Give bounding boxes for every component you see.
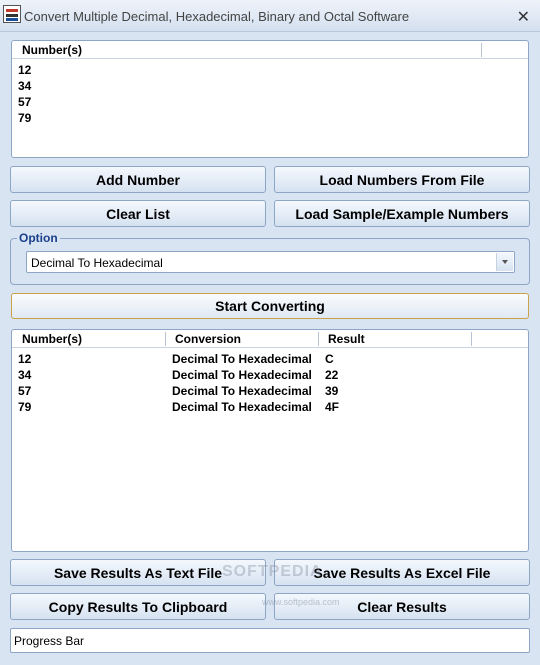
add-number-button[interactable]: Add Number (10, 166, 266, 193)
progress-label: Progress Bar (14, 634, 85, 648)
table-row[interactable]: 57 Decimal To Hexadecimal 39 (18, 384, 339, 398)
table-row[interactable]: 34 Decimal To Hexadecimal 22 (18, 368, 339, 382)
column-header-numbers[interactable]: Number(s) (22, 43, 83, 57)
title-bar (0, 0, 540, 32)
option-legend: Option (19, 231, 58, 245)
table-row[interactable]: 12 Decimal To Hexadecimal C (18, 352, 334, 366)
watermark-url: www.softpedia.com (262, 597, 340, 607)
window-title: Convert Multiple Decimal, Hexadecimal, Binary and Octal Software (24, 9, 410, 24)
dropdown-button[interactable] (496, 253, 513, 271)
option-group (10, 231, 530, 285)
list-item[interactable]: 57 (18, 95, 32, 109)
column-header-numbers[interactable]: Number(s) (22, 332, 83, 346)
clear-list-button[interactable]: Clear List (10, 200, 266, 227)
table-row[interactable]: 79 Decimal To Hexadecimal 4F (18, 400, 340, 414)
list-item[interactable]: 34 (18, 79, 32, 93)
column-header-result[interactable]: Result (328, 332, 365, 346)
results-list[interactable] (11, 329, 529, 552)
results-list-header (12, 330, 528, 348)
list-item[interactable]: 12 (18, 63, 32, 77)
load-sample-numbers-button[interactable]: Load Sample/Example Numbers (274, 200, 530, 227)
close-icon[interactable]: ✕ (516, 7, 530, 26)
save-results-excel-button[interactable]: Save Results As Excel File (274, 559, 530, 586)
load-numbers-from-file-button[interactable]: Load Numbers From File (274, 166, 530, 193)
column-header-conversion[interactable]: Conversion (175, 332, 242, 346)
copy-results-clipboard-button[interactable]: Copy Results To Clipboard (10, 593, 266, 620)
list-item[interactable]: 79 (18, 111, 32, 125)
conversion-select[interactable] (26, 251, 515, 273)
conversion-select-value: Decimal To Hexadecimal (31, 256, 163, 270)
numbers-list[interactable] (11, 40, 529, 158)
app-icon (3, 5, 21, 23)
save-results-text-button[interactable]: Save Results As Text File (10, 559, 266, 586)
clear-results-button[interactable]: Clear Results (274, 593, 530, 620)
chevron-down-icon (502, 260, 508, 264)
progress-bar (10, 628, 530, 653)
watermark: SOFTPEDIA (222, 563, 323, 580)
numbers-list-header (12, 41, 528, 59)
start-converting-button[interactable]: Start Converting (11, 293, 529, 319)
